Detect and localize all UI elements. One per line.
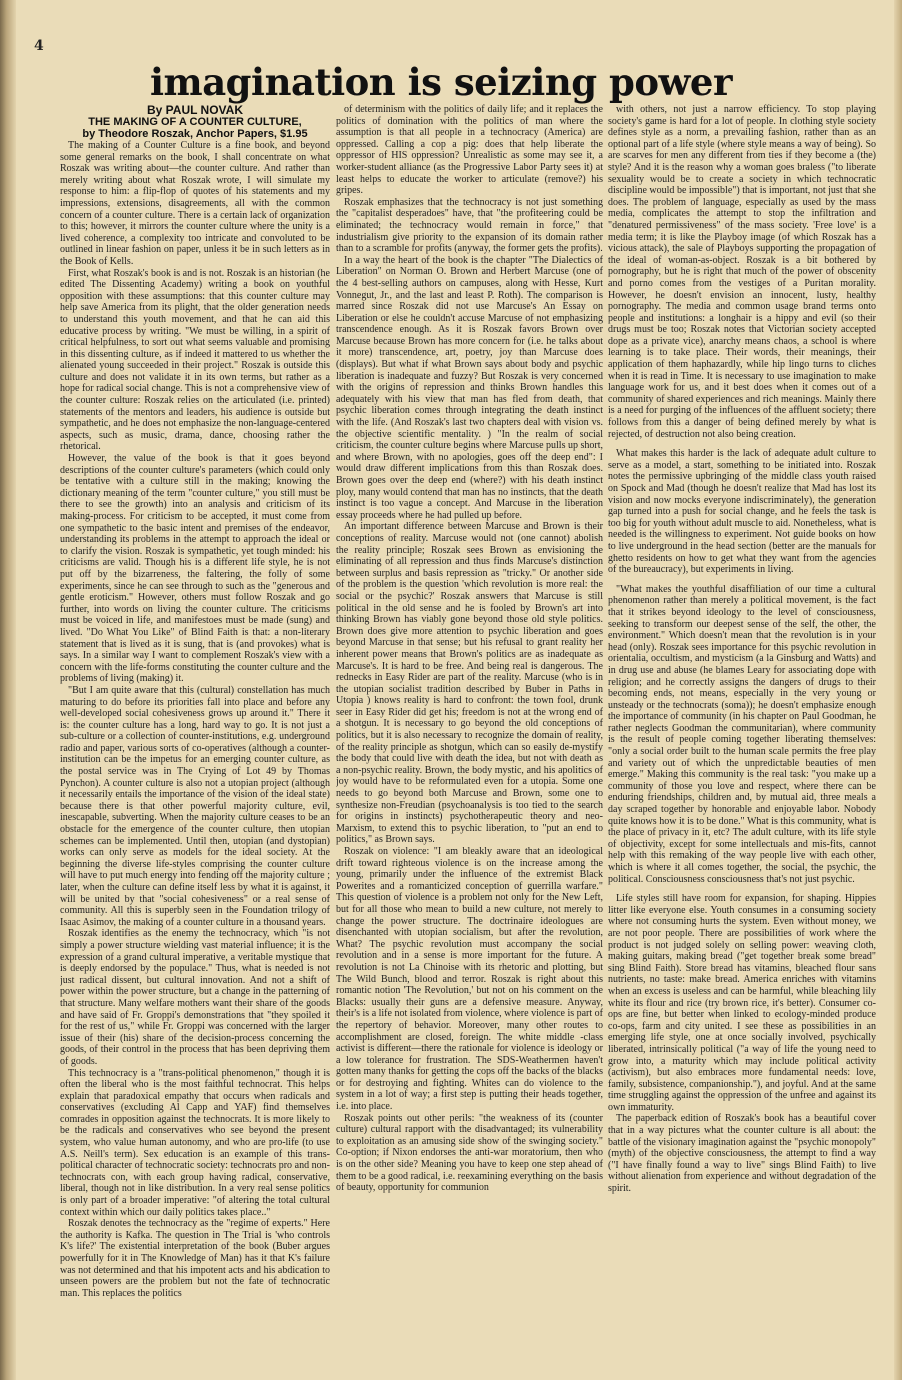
paragraph: Roszak denotes the technocracy as the "regime of experts." Here the authority is Kafka. The question in The Trial is 'who controls K's life?' The existential interpretation of the book (Buber argues powerfully for it in The Knowledge of Man) has it that K's failure was not determined and that his impotent acts and his abdication to unseen powers are the problem but not the fate of technocratic man. This replaces the politics [60,1218,330,1299]
column-body [336,104,603,1194]
paragraph: The paperback edition of Roszak's book has a beautiful cover that in a way pictures what the counter culture is all about: the battle of the visionary imagination against the "psychic monopoly" (myth) of the objective consciousness, the attempt to find a way ("I have finally found a way to live" sings Blind Faith) to live without alienation from experience and without degradation of the spirit. [608,1113,876,1195]
article-column-2 [336,104,603,1294]
paragraph: This technocracy is a "trans-political phenomenon," though it is often the liberal who is the most faithful technocrat. This helps explain that paradoxical empathy that occurs when radicals and conservatives (excluding Al Capp and YAF) find themselves comrades in opposition against the technocrats. It is more likely to be the radicals and conservatives who see beyond the present system, who value human autonomy, and who are pro-life (to use A.S. Neill's term). Sex education is an example of this trans-political character of technocratic society: technocrats pro and non-technocrats con, with each group having radical, conservative, liberal, though not in like distribution. In a very real sense politics is only part of a broader imperative: "of altering the total cultural context within which our daily politics takes place.." [60,1067,330,1218]
article-column-1 [60,104,330,1376]
article-headline: imagination is seizing power [150,60,732,104]
paragraph: "What makes the youthful disaffiliation of our time a cultural phenomenon rather than merely a political movement, is the fact that it strikes beyond ideology to the level of consciousness, seeking to transform our deepest sense of the self, the other, the environment." Which doesn't mean that the revolution is in your head (only). Roszak sees importance for this psychic revolution in orientalia, occultism, and mysticism (a la Ginsburg and Watts) and in drug use and abuse (he blames Leary for associating dope with religion; and he correctly assigns the dangers of drugs to their becoming ends, not means, especially in the very young or unsteady or the technocrats (soma)); he doesn't emphasize enough the importance of community (in his chapter on Paul Goodman, he rather neglects Goodman the communitarian), where community is the result of people coming together liberating themselves: "only a social order built to the human scale permits the free play and variety out of which the unpredictable beauties of men emerge." Making this community is the real task: "you make up a community of those you love and respect, where there can be enduring friendships, children and, by mutual aid, three meals a day scraped together by honorable and enjoyable labor. Nobody quite knows how it is to be done." What is this community, what is the place of privacy in it, etc? The adult culture, with its life style of objectivity, except for some intellectuals and mis-fits, cannot help with this remaking of the way people live with each other, which is where it all comes together, the social, the psychic, the political. Consciousness consciousness that's not just psychic. [608,583,876,885]
page-number: 4 [34,38,44,54]
paragraph: However, the value of the book is that it goes beyond descriptions of the counter culture's parameters (which could only be tentative with a culture still in the making; knowing the dictionary meaning of the term "counter culture," you still must be there to see the growth) into an analysis and criticism of its making-process. For criticism to be accepted, it must come from one sympathetic to the basic intent and premises of the endeavor, understanding its problems in the attempt to approach the ideal or to clarify the vision. Roszak is sympathetic, yet tough minded: his criticisms are valid. Though his is a different life style, he is not put off by the bizarreness, the faltering, the folly of some experiments, since he can see through to such as the "generous and gentle eroticism." However, others must follow Roszak and go further, into words on living the counter culture. The criticisms must be voiced in life, and manifestoes must be made (sung) and lived. "Do What You Like" of Blind Faith is that: a non-literary statement that is lived as it is sung, that is (and provokes) what is says. In a similar way I want to complement Roszak's view with a concern with the life-forms constituting the counter culture and the problems of living (making) it. [60,453,330,685]
paragraph: "But I am quite aware that this (cultural) constellation has much maturing to do before its priorities fall into place and before any well-developed social cohesiveness grows up around it." There it is: the counter culture has a long, hard way to go. It is not just a sub-culture or a collection of counter-institutions, e.g. underground radio and paper, various sorts of co-operatives (although a counter-institution can be the impetus for an emerging counter culture, as the postal service was in The Crying of Lot 49 by Thomas Pynchon). A counter culture is also not a utopian project (although it necessarily entails the importance of the vision of the ideal state) because there is that other powerful majority culture, evil, inescapable, subverting. When the majority culture ceases to be an obstacle for the emergence of the counter culture, then utopian schemes can be implemented. Until then, utopian (and dystopian) works can only serve as models for the ideal society. At the beginning the diverse life-styles comprising the counter culture will have to put much energy into fending off the majority culture ; later, when the culture can define itself less by what it is against, it will be united by that "social cohesiveness" or a real sense of community. All this is superbly seen in the Foundation trilogy of Isaac Asimov, the making of a counter culture in a thousand years. [60,684,330,928]
paragraph: In a way the heart of the book is the chapter "The Dialectics of Liberation" on Norman O. Brown and Herbert Marcuse (one of the 4 best-selling authors on campuses, along with Hesse, Kurt Vonnegut, Jr., and the last and least P. Roth). The comparison is marred since Roszak did not use Marcuse's An Essay on Liberation or else he couldn't accuse Marcuse of not emphasizing transcendence enough. As it is Roszak favors Brown over Marcuse because Brown has more concern for (i.e. he talks about it more) transcendence, art, poetry, joy than Marcuse does (displays). But what if what Brown says about body and psychic liberation is inadequate and fuzzy? But Roszak is very concerned with the origins of repression and thinks Brown handles this adequately with his view that man has fled from death, that psychic liberation comes through integrating the death instinct with the life. (And Roszak's last two chapters deal with vision vs. the objective scientific mentality. ) "In the realm of social criticism, the counter culture begins where Marcuse pulls up short, and where Brown, with no apologies, goes off the deep end": I would draw different implications from this than Roszak does. Brown goes over the deep end (where?) with his death instinct ploy, many would contend that man has no instincts, that the death instinct is too vague a concept. And Marcuse in the liberation essay proceeds where he had pulled up before. [336,254,603,521]
paragraph: with others, not just a narrow efficiency. To stop playing society's game is hard for a lot of people. In clothing style society defines style as a norm, a prevailing fashion, rather than as an optional part of a life style (where style means a way of being). So are scarves for men any different from ties if they become a (the) style? And it is the reason why a woman goes braless ("to liberate sexuality would be to create a society in which technocratic discipline would be impossible") that is important, not just that she does. The problem of language, especially as used by the mass media, complicates the attempt to stop the infiltration and "denatured permissiveness" of the mass society. 'Free love' is a media term; it is like the Playboy image (of which Roszak has a vicious attack), the sale of Playboys supporting the propagation of the ideal of woman-as-object. Roszak is a bit bothered by pornography, but he is right that much of the power of obscenity and porno comes from the vestiges of a Puritan morality. However, he doesn't envision an innocent, lusty, healthy pornography. The media and common usage brand terms onto people and institutions: a longhair is a hippy and evil (so their drugs must be too; Roszak notes that Victorian society accepted dope as a private vice), anarchy means chaos, a school is where learning is to take place. Their words, their meanings, their application of them haphazardly, while hip lingo turns to cliches when it is read in Time. It is necessary to use imagination to make language work for us, and it best does when it comes out of a community of shared experiences and rich meanings. Mainly there is a need for purging of the influences of the affluent society; there follows from this a danger of being defined merely by what is rejected, of destruction not also being creation. [608,104,876,440]
byline-author: By PAUL NOVAK [146,104,243,117]
column-body [608,104,876,1195]
paragraph: First, what Roszak's book is and is not. Roszak is an historian (he edited The Dissenting Academy) writing a book on youthful opposition with these assumptions: that this counter culture may help save America from its plight, that the older generation needs to understand this youth movement, and that he can aid this educative process by writing. "We must be willing, in a spirit of critical helpfulness, to sort out what seems valuable and promising in this dissenting culture, as if indeed it mattered to us whether the alienated young succeeded in their project." Roszak is outside this culture and does not validate it in its own terms, but rather as a hope for radical social change. This is not a comprehensive view of the counter culture: Roszak relies on the articulated (i.e. printed) statements of the mentors and leaders, his audience is outside but sympathetic, and he does not emphasize the non-language-centered aspects, such as music, drama, dance, choosing rather the rhetorical. [60,267,330,453]
article-column-3 [608,104,876,1294]
byline-book-title: THE MAKING OF A COUNTER CULTURE, [88,116,302,128]
paragraph: Roszak points out other perils: "the weakness of its (counter culture) cultural rapport with the disadvantaged; its vulnerability to exploitation as an amusing side show of the swinging society." Co-option; if Nixon endorses the anti-war moratorium, then who is on the other side? Meaning you have to keep one step ahead of them to be a good radical, i.e. reexamining everything on the basis of beauty, opportunity for communion [336,1112,603,1194]
paragraph: An important difference between Marcuse and Brown is their conceptions of reality. Marcuse would not (one cannot) abolish the reality principle; Roszak sees Brown as envisioning the eliminating of all repression and thus finds Marcuse's distinction between surplus and basis repression as "tricky." Or another side of the problem is the question 'which revolution is more real: the social or the psychic?' Roszak answers that Marcuse is still political in the old sense and he is fooled by Brown's art into thinking Brown has viably gone beyond those old style politics. Brown does give more attention to psychic liberation and goes beyond Marcuse in that sense; but his refusal to grant reality her inherent power means that Brown's politics are as inadequate as Marcuse's. It is hard to be free. And being real is dangerous. The rednecks in Easy Rider are part of the reality. Marcuse (who is in the utopian socialist tradition described by Buber in Paths in Utopia ) knows reality is hard to confront: the town fool, drunk seer in Easy Rider did get his; freedom is not at the wrong end of a shotgun. It is necessary to go beyond the old conceptions of politics, but it is also necessary to recognize the domain of reality, of the reality principle as shotgun, which can so easily de-mystify the body that could live with death the idea, but not with death as a non-psychic reality. Brown, the body mystic, and his apolitics of joy would have to be reformulated even for a utopia. Some one needs to go beyond both Marcuse and Brown, some one to synthesize non-Freudian (psychoanalysis is too tied to the search for origins in instincts) psychotherapeutic theory and neo-Marxism, to extend this to psychic liberation, to "put an end to politics," as Brown says. [336,521,603,846]
column-body [60,140,330,1299]
page-edge [894,0,902,1380]
paragraph: Life styles still have room for expansion, for shaping. Hippies litter like everyone else. Youth consumes in a consuming society where not consuming hurts the system. Even without money, we are not poor people. There are possibilities of work where the product is not judged solely on selling power: weaving cloth, making guitars, making bread ("get together break some bread" sing Blind Faith). Store bread has vitamins, bleached flour sans nutrients, no taste: make bread. America enriches with vitamins when an excess is useless and can be harmful, while bleaching lily white its flour and rice (try brown rice, it's better). Consumer co-ops are fine, but better when linked to ecology-minded produce co-ops, farm and city united. I see these as possibilities in an emerging life style, one at once socially involved, psychically liberated, intrinsically political ("a way of life the young need to grow into, a maturity which may include political activity (activism), but also embraces more fundamental needs: love, family, subsistence, companionship."), and joyful. And at the same time struggling against the oppression of the unfree and against its own immaturity. [608,893,876,1113]
byline-book-credit: by Theodore Roszak, Anchor Papers, $1.95 [82,128,308,140]
paragraph: The making of a Counter Culture is a fine book, and beyond some general remarks on the book, I shall concentrate on what Roszak was writing about—the counter culture. And rather than merely writing about what Roszak wrote, I will simulate my response to him: a flip-flop of quotes of his statements and my impressions, extensions, disagreements, all with the common concern of a counter culture. There is a certain lack of organization to this; however, it mirrors the counter culture where the unity is a lived coherence, a complexity too intricate and convoluted to be outlined in linear fashion on paper, unless it be in such letters as in the Book of Kells. [60,140,330,267]
paragraph: Roszak on violence: "I am bleakly aware that an ideological drift toward righteous violence is on the increase among the young, primarily under the influence of the extremist Black Powerites and a romanticized conception of guerrilla warfare." This question of violence is a problem not only for the New Left, but for all those who mean to build a new culture, not merely to change the power structure. The doctrinaire ideologues are disenchanted with utopian socialism, but after the revolution, What? The psychic revolution must accompany the social revolution and in a sense is more important for the future. A revolution is not La Chinoise with its rhetoric and plotting, but The Wild Bunch, blood and terror. Roszak is right about this romantic notion 'The Revolution,' but not on his comment on the Blacks: usually their guns are a defensive measure. Anyway, their's is a life not isolated from violence, where violence is part of the repertory of behavior. Moreover, many other routes to accomplishment are closed, foreign. The white middle -class activist is different—there the rationale for violence is ideology or a low tolerance for frustration. The SDS-Weathermen haven't gotten many thanks for getting the cops off the backs of the blacks or for destroying and fighting. Whites can do violence to the system in a lot of way; a first step is putting their heads together, i.e. into place. [336,846,603,1113]
paragraph: of determinism with the politics of daily life; and it replaces the politics of domination with the politics of man where the assumption is that all people in a technocracy (America) are oppressed. Calling a cop a pig: does that help liberate the oppressor of HIS oppression? Unrealistic as some may see it, a worker-student alliance (as the Progressive Labor Party sees it) at least helps to educate the worker to articulate (remove?) his gripes. [336,104,603,197]
paragraph: Roszak identifies as the enemy the technocracy, which "is not simply a power structure wielding vast material influence; it is the expression of a grand cultural imperative, a veritable mystique that is deeply endorsed by the populace." Thus, what is needed is not just radical dissent, but cultural innovation. And not a shift of power within the power structure, but a change in the patterning of that structure. Many welfare mothers want their share of the goods and have said of Fr. Groppi's demonstrations that "they spoiled it for the rest of us," while Fr. Groppi was concerned with the larger issue of their (his) share of the decision-process concerning the goods, of their control in the process that has been depriving them of goods. [60,928,330,1067]
paragraph: What makes this harder is the lack of adequate adult culture to serve as a model, a start, something to be initiated into. Roszak notes the permissive upbringing of the middle class youth raised on Spock and Mad (though he doesn't realize that Mad has lost its vision and now mocks everyone indiscriminately), the generation gap turned into a push for social change, and he feels the task is too big for youth without adult muscle to aid. Nonetheless, what is needed is the willingness to experiment. Not guide books on how to live underground in the head section (better are the manuals for ghetto residents on how to get what they want from the agencies of the bureaucracy), but experiments in living. [608,448,876,576]
paragraph: Roszak emphasizes that the technocracy is not just something the "capitalist desperadoes" have, that "the profiteering could be eliminated; the technocracy would remain in force," that industrialism give priority to the expansion of its domain rather than to a scramble for profits (anyway, the former gets the profits). [336,196,603,255]
binding-edge [0,0,16,1380]
